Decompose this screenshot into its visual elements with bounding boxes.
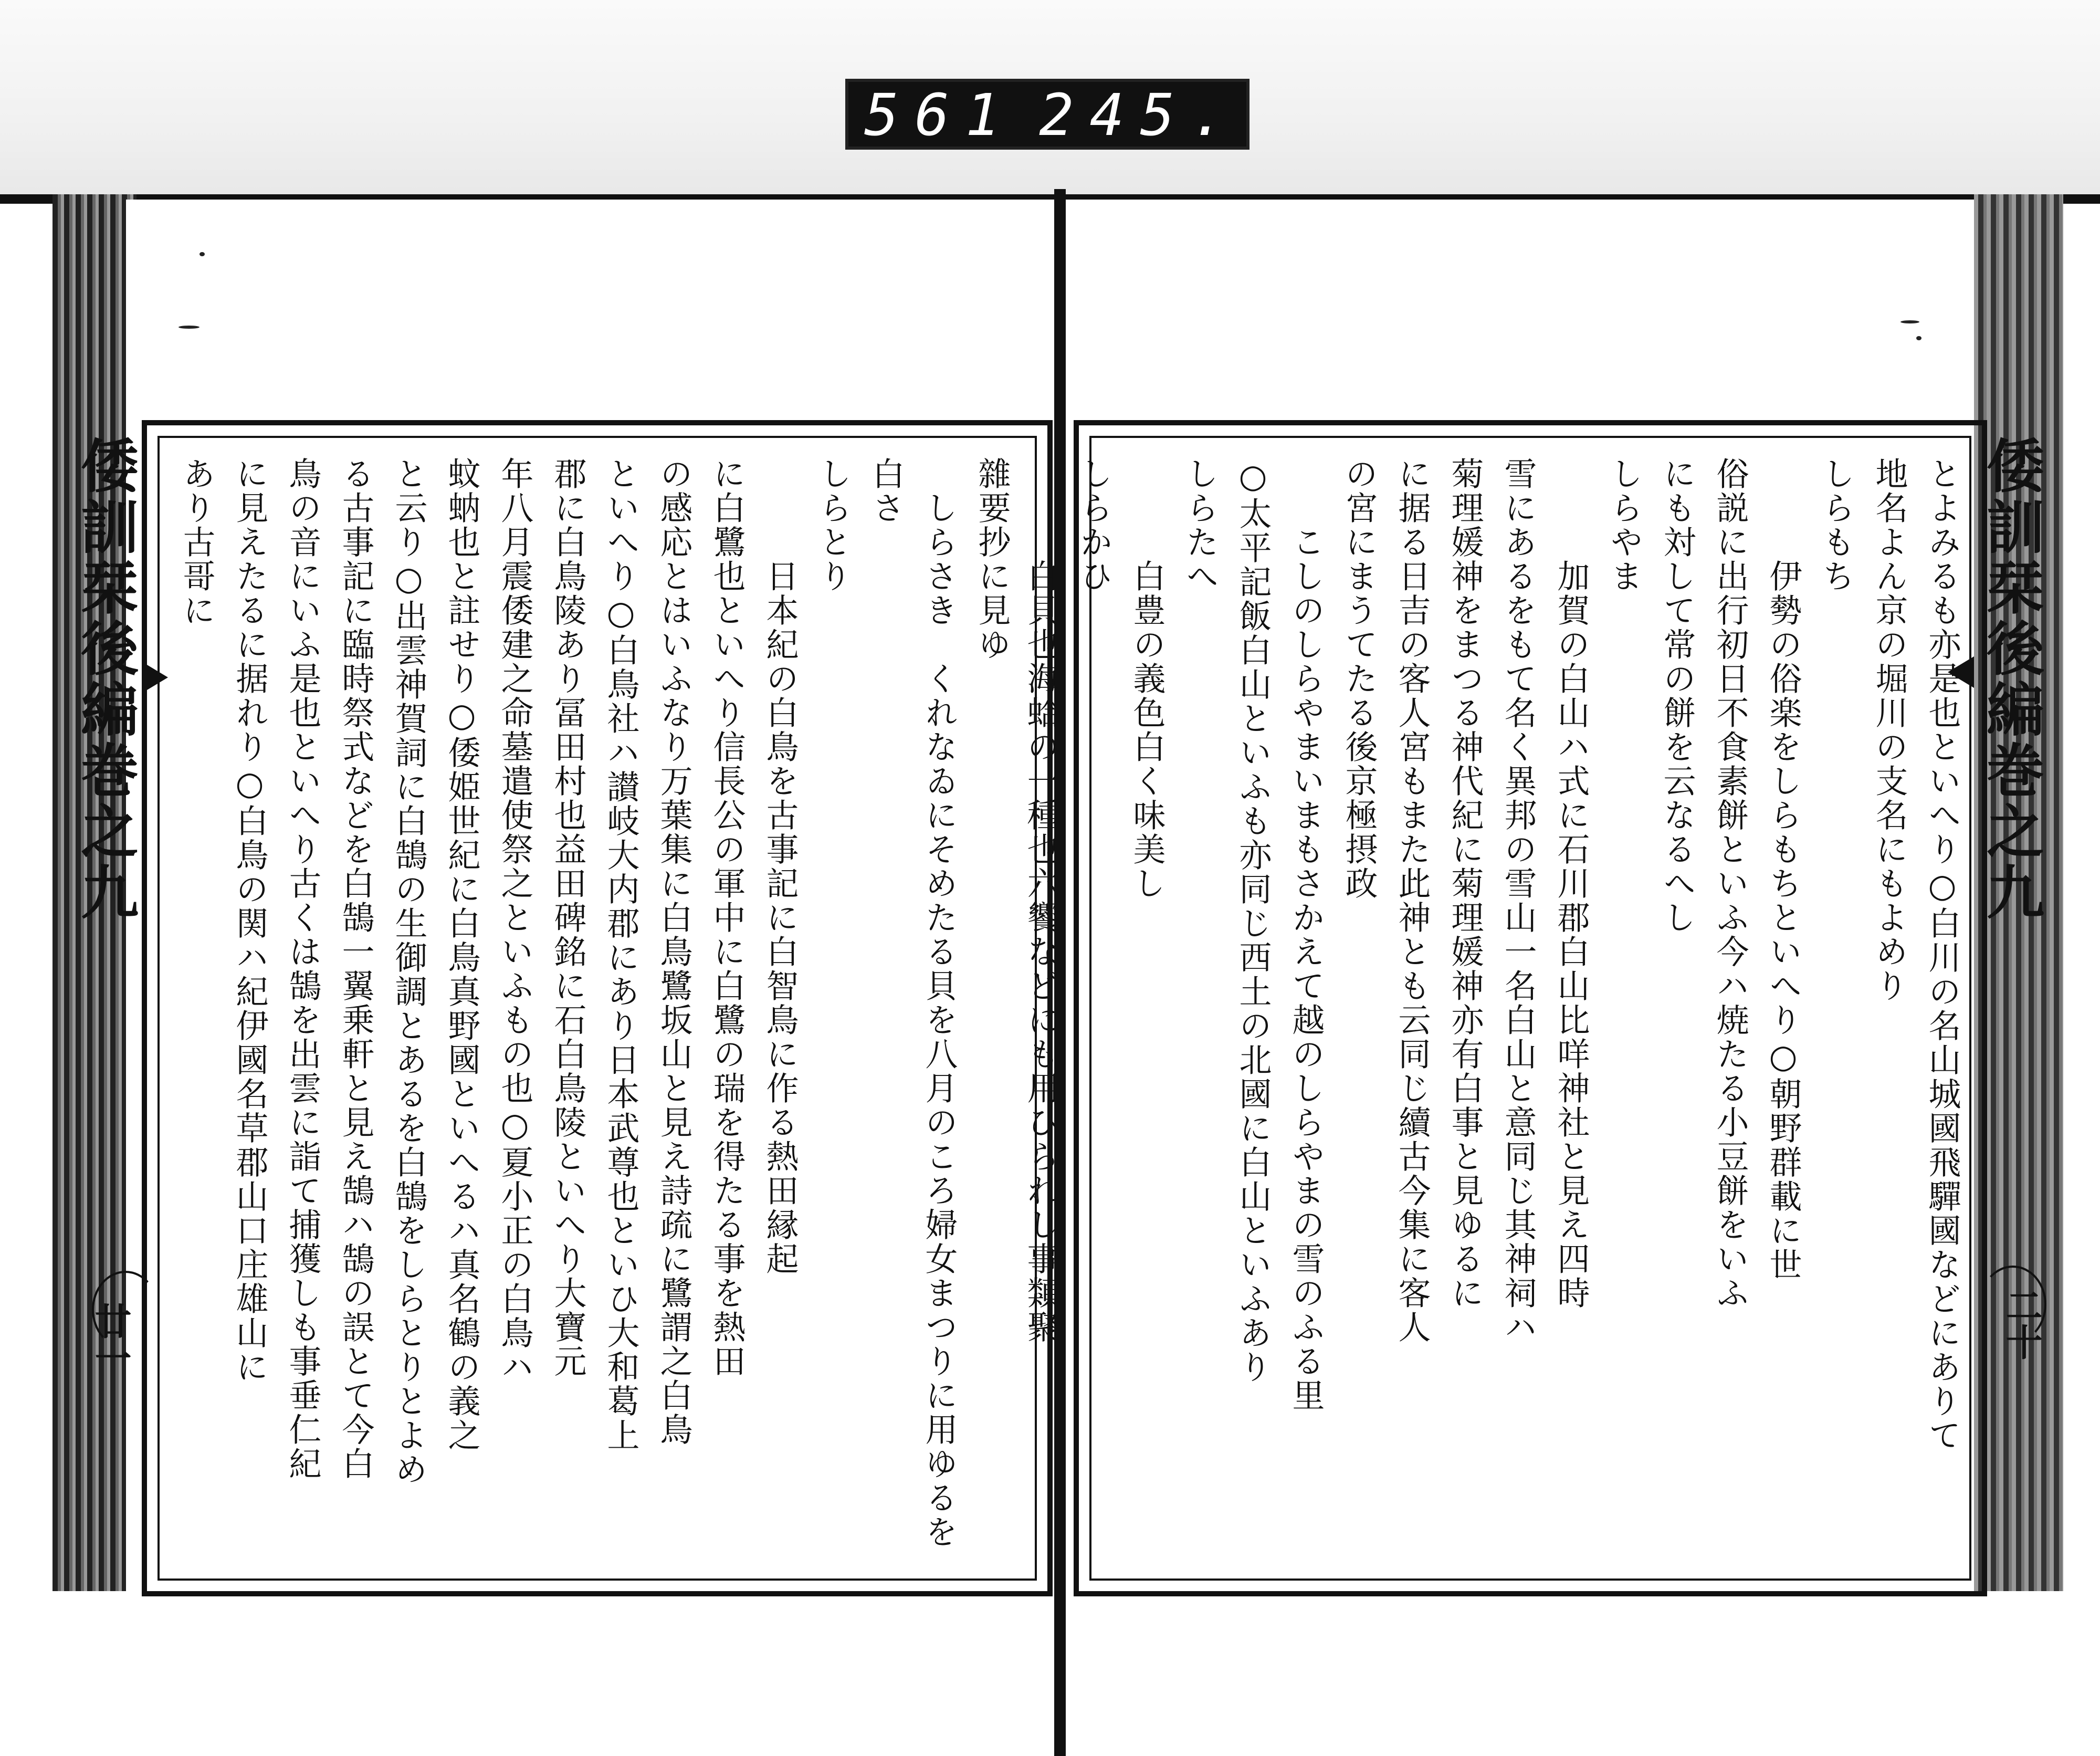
headword: しらとり — [814, 457, 852, 593]
text-line: といへり○白鳥社ハ讃岐大内郡にあり日本武尊也といひ大和葛上 — [602, 457, 640, 1452]
headword: しらもち — [1817, 457, 1855, 593]
text-line: 雪にあるをもて名く異邦の雪山一名白山と意同じ其神祠ハ — [1499, 457, 1537, 1344]
left-page-text — [173, 457, 1018, 1570]
text-line: に白鷺也といへり信長公の軍中に白鷺の瑞を得たる事を熱田 — [708, 457, 746, 1378]
text-line: 地名よん京の堀川の支名にもよめり — [1870, 457, 1908, 1003]
text-line: あり古哥に — [177, 457, 216, 628]
ink-speck — [1900, 320, 1919, 323]
text-line: 鳥の音にいふ是也といへり古くは鵠を出雲に詣て捕獲しも事垂仁紀 — [284, 457, 322, 1481]
text-line: にも対して常の餅を云なるへし — [1658, 457, 1696, 935]
headword: しらかひ — [1075, 457, 1113, 593]
text-line: 白豊の義色白く味美し — [1128, 457, 1166, 901]
text-line: 加賀の白山ハ式に石川郡白山比咩神社と見え四時 — [1552, 457, 1590, 1310]
folio-number-left: 廿一 — [89, 1302, 132, 1376]
text-line: の感応とはいふなり万葉集に白鳥鷺坂山と見え詩疏に鷺謂之白鳥 — [655, 457, 693, 1447]
text-line: 日本紀の白鳥を古事記に白智鳥に作る熱田縁起 — [761, 457, 799, 1276]
headword: しらやま — [1605, 457, 1643, 593]
poem-line: こしのしらやまいまもさかえて越のしらやまの雪のふる里 — [1287, 457, 1325, 1413]
text-line: 俗説に出行初日不食素餅といふ今ハ焼たる小豆餅をいふ — [1711, 457, 1749, 1310]
right-page-text — [1022, 457, 1969, 1570]
text-line: 雜要抄に見ゆ — [973, 457, 1011, 662]
fishtail-mark-left — [142, 662, 168, 693]
text-line: 白貝也海蛤の一種也六饗などにも用ひられし事類聚 — [1022, 457, 1060, 1344]
text-line: に見えたるに据れり○白鳥の関ハ紀伊國名草郡山口庄雄山に — [230, 457, 269, 1384]
ink-speck — [178, 326, 200, 329]
archive-number-plate — [845, 79, 1250, 150]
text-line: しらさき くれなゐにそめたる貝を八月のころ婦女まつりに用ゆるを白さ — [867, 457, 958, 1549]
folio-number-right: 二十 — [2000, 1287, 2043, 1360]
text-line: 郡に白鳥陵あり冨田村也益田碑銘に石白鳥陵といへり大寶元 — [549, 457, 587, 1378]
text-line: の宮にまうてたる後京極摂政 — [1340, 457, 1378, 901]
text-line: と云り○出雲神賀詞に白鵠の生御調とあるを白鵠をしらとりとよめ — [390, 457, 428, 1487]
running-title-right: 倭訓栞後編巻之九 — [1977, 436, 2045, 923]
ink-speck — [200, 252, 205, 256]
text-line: 菊理媛神をまつる神代紀に菊理媛神亦有白事と見ゆるに — [1446, 457, 1484, 1310]
archive-number-right: 245. — [1039, 81, 1241, 149]
archive-number-left: 561 — [864, 81, 1016, 149]
text-line: に据る日吉の客人宮もまた此神とも云同じ續古今集に客人 — [1393, 457, 1431, 1344]
text-line: とよみるも亦是也といへり○白川の名山城國飛驒國などにありて — [1923, 457, 1961, 1452]
text-line: 蚊蚋也と註せり○倭姫世紀に白鳥真野國といへるハ真名鶴の義之 — [443, 457, 481, 1452]
text-line: ○太平記飯白山といふも亦同じ西土の北國に白山といふあり — [1234, 457, 1272, 1384]
ink-speck — [1916, 336, 1922, 340]
text-line: る古事記に臨時祭式などを白鵠一翼乗軒と見え鵠ハ鵠の誤とて今白 — [337, 457, 375, 1481]
headword: しらたへ — [1181, 457, 1219, 593]
text-line: 伊勢の俗楽をしらもちといへり○朝野群載に世 — [1764, 457, 1802, 1282]
text-line: 年八月震倭建之命墓遣使祭之といふもの也○夏小正の白鳥ハ — [496, 457, 534, 1384]
running-title-left: 倭訓栞後編巻之九 — [71, 436, 139, 923]
